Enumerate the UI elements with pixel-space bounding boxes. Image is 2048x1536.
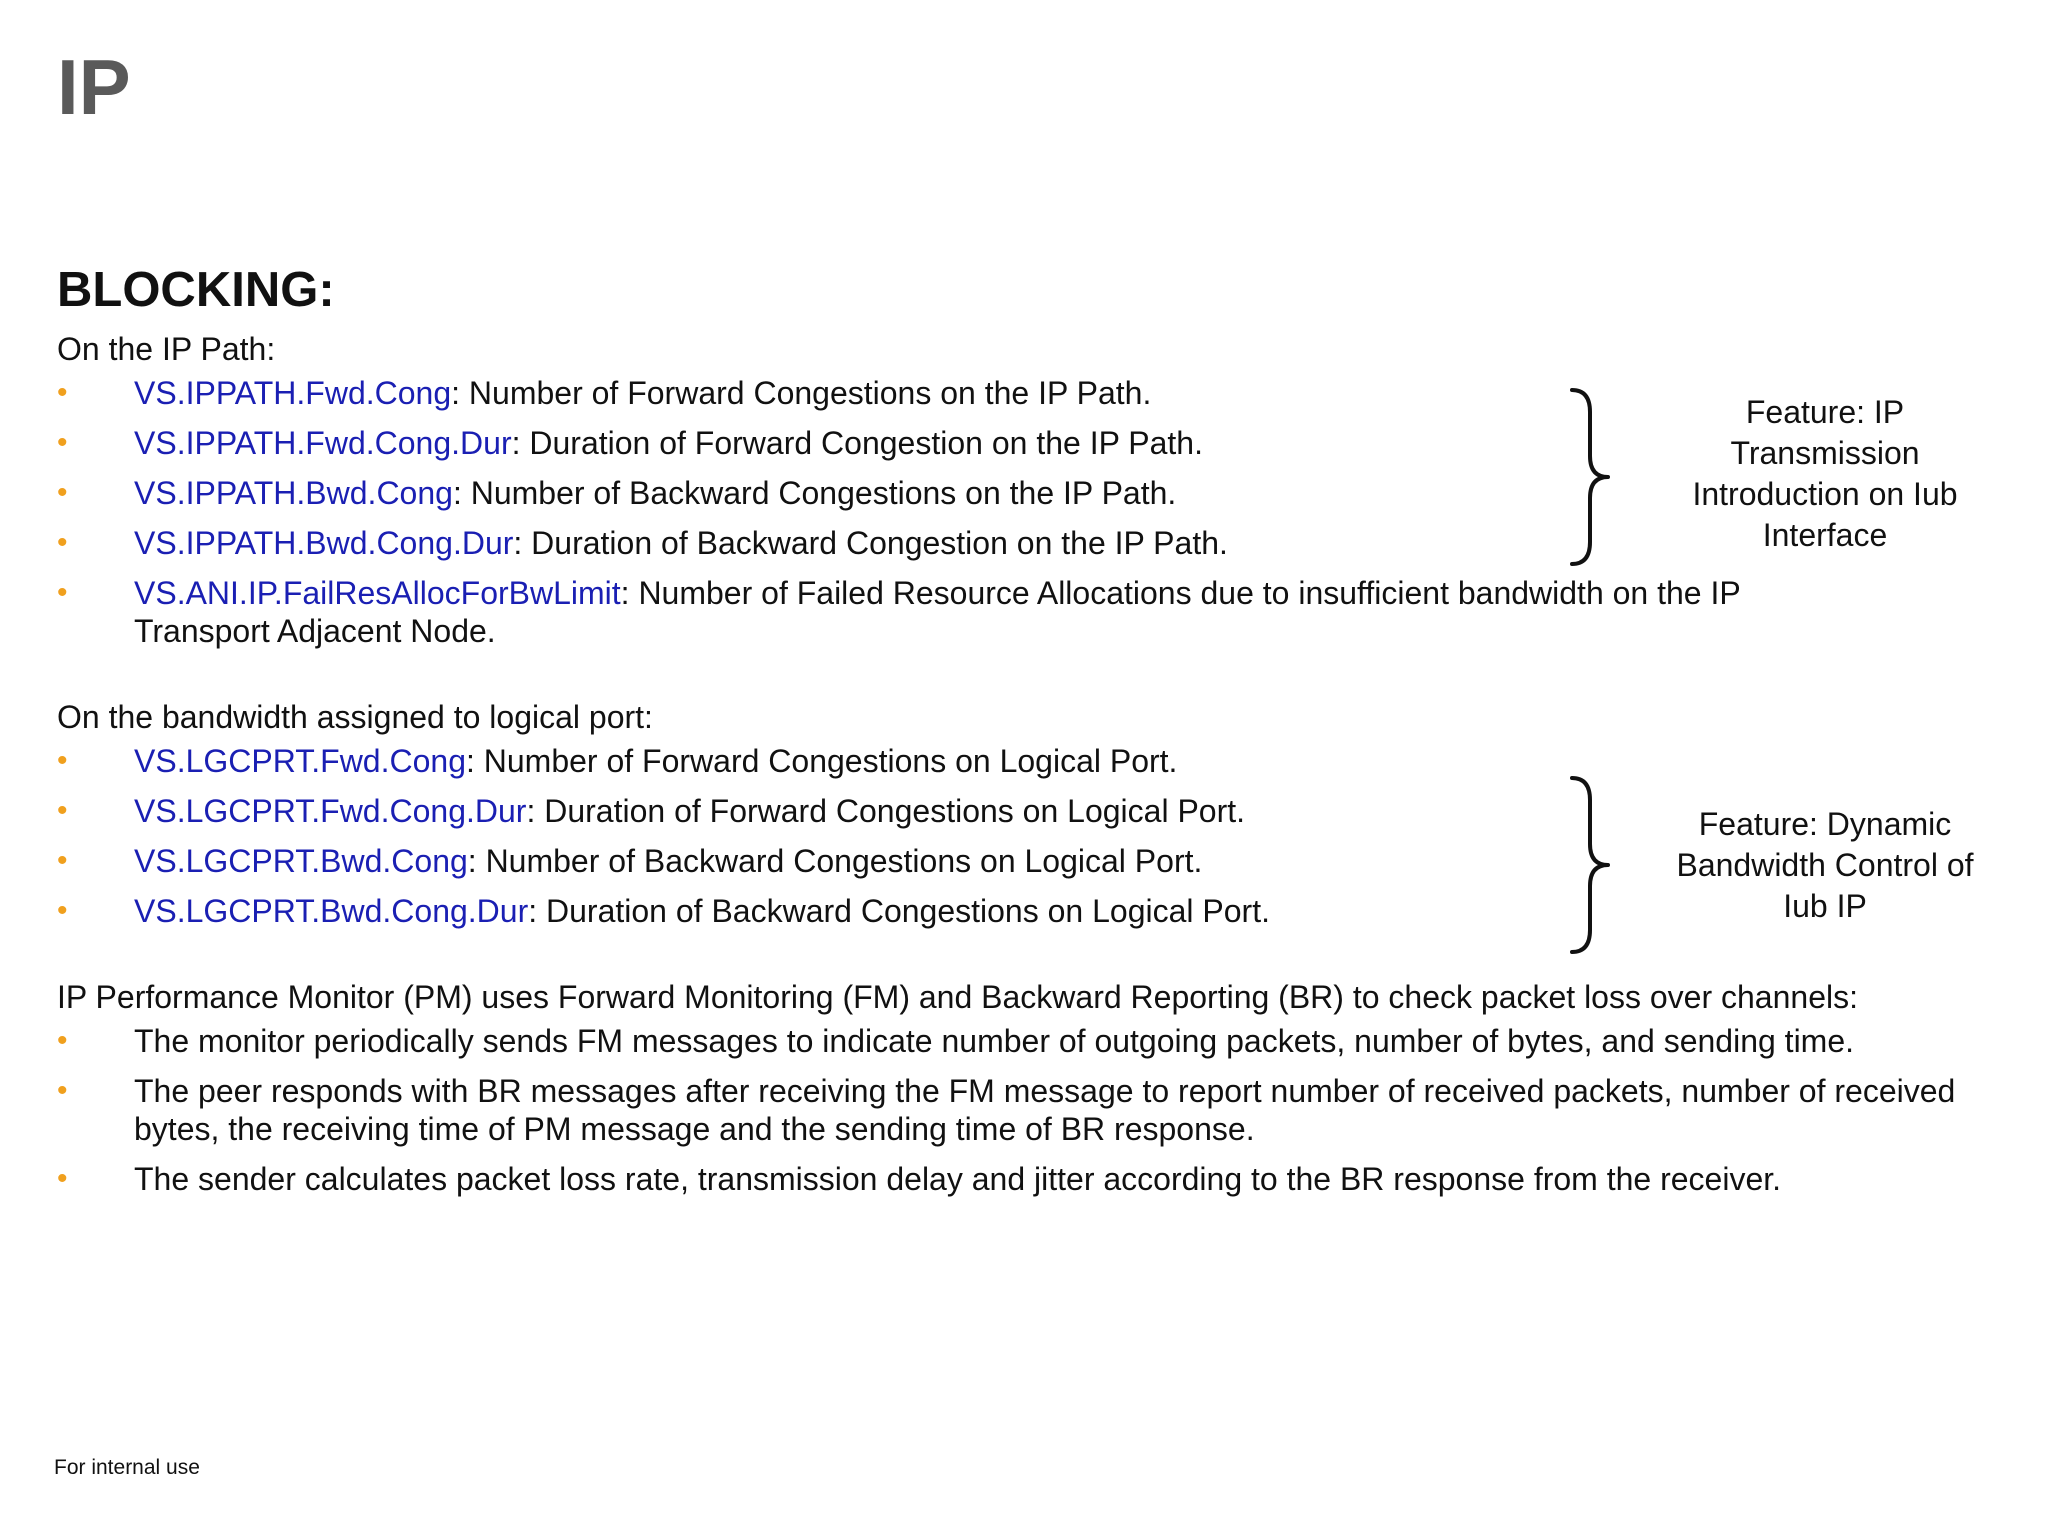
feature-line: Interface xyxy=(1762,517,1888,553)
section2-intro: On the bandwidth assigned to logical port: xyxy=(57,698,653,735)
counter-description: : Number of Backward Congestions on Logical Port. xyxy=(467,842,1203,879)
counter-description: : Duration of Forward Congestion on the IP Path. xyxy=(511,424,1203,461)
list-item xyxy=(57,574,2017,650)
counter-description: : Duration of Backward Congestions on Logical Port. xyxy=(528,892,1270,929)
bullet-icon: • xyxy=(57,893,68,927)
blocking-heading: BLOCKING: xyxy=(57,263,335,317)
list-item-text: The peer responds with BR messages after receiving the FM message to report number of received packets, number of received bytes, the receiving time of PM message and the sending time of BR response. xyxy=(134,1072,1956,1147)
counter-name: VS.ANI.IP.FailResAllocForBwLimit xyxy=(134,574,621,611)
feature-line: Introduction on Iub xyxy=(1692,476,1958,512)
list-item-text: The monitor periodically sends FM messages to indicate number of outgoing packets, number of bytes, and sending time. xyxy=(134,1022,1855,1059)
feature-line: Feature: Dynamic xyxy=(1698,806,1952,842)
right-brace-icon xyxy=(1568,774,1628,956)
list-item xyxy=(57,1022,2017,1060)
counter-name: VS.LGCPRT.Bwd.Cong.Dur xyxy=(134,892,529,929)
feature-line: Transmission xyxy=(1730,435,1920,471)
list-item-text: The sender calculates packet loss rate, transmission delay and jitter according to the BR response from the receiver. xyxy=(134,1160,1782,1197)
counter-description: : Duration of Backward Congestion on the IP Path. xyxy=(513,524,1228,561)
bullet-icon: • xyxy=(57,743,68,777)
list-item xyxy=(57,1160,2017,1198)
counter-name: VS.IPPATH.Fwd.Cong.Dur xyxy=(134,424,512,461)
bullet-icon: • xyxy=(57,425,68,459)
bullet-icon: • xyxy=(57,1161,68,1195)
counter-name: VS.LGCPRT.Bwd.Cong xyxy=(134,842,468,879)
bullet-icon: • xyxy=(57,793,68,827)
counter-description: : Number of Forward Congestions on the IP Path. xyxy=(451,374,1152,411)
bullet-icon: • xyxy=(57,843,68,877)
list-item xyxy=(57,1072,2017,1148)
counter-description: : Number of Backward Congestions on the IP Path. xyxy=(452,474,1177,511)
bullet-icon: • xyxy=(57,525,68,559)
section3-intro: IP Performance Monitor (PM) uses Forward Monitoring (FM) and Backward Reporting (BR) to check packet loss over channels: xyxy=(57,978,1858,1015)
section1-intro: On the IP Path: xyxy=(57,330,276,367)
counter-name: VS.LGCPRT.Fwd.Cong.Dur xyxy=(134,792,527,829)
bullet-icon: • xyxy=(57,1073,68,1107)
feature-ip-transmission-label xyxy=(1660,392,1990,556)
bullet-icon: • xyxy=(57,575,68,609)
counter-description: : Number of Failed Resource Allocations due to insufficient bandwidth on the IP Transport Adjacent Node. xyxy=(134,574,1741,649)
counter-description: : Duration of Forward Congestions on Logical Port. xyxy=(526,792,1246,829)
right-brace-icon xyxy=(1568,386,1628,568)
list-item xyxy=(57,742,2017,780)
footer-classification: For internal use xyxy=(54,1456,200,1479)
slide-title: IP xyxy=(57,43,131,131)
counter-name: VS.LGCPRT.Fwd.Cong xyxy=(134,742,466,779)
feature-line: Bandwidth Control of xyxy=(1676,847,1974,883)
counter-description: : Number of Forward Congestions on Logical Port. xyxy=(465,742,1178,779)
feature-line: Iub IP xyxy=(1783,888,1867,924)
counter-name: VS.IPPATH.Bwd.Cong xyxy=(134,474,453,511)
feature-dynamic-bandwidth-label xyxy=(1645,804,2005,927)
bullet-icon: • xyxy=(57,375,68,409)
feature-line: Feature: IP xyxy=(1745,394,1905,430)
counter-name: VS.IPPATH.Bwd.Cong.Dur xyxy=(134,524,514,561)
bullet-icon: • xyxy=(57,475,68,509)
performance-monitor-list xyxy=(57,1022,2017,1198)
bullet-icon: • xyxy=(57,1023,68,1057)
counter-name: VS.IPPATH.Fwd.Cong xyxy=(134,374,452,411)
